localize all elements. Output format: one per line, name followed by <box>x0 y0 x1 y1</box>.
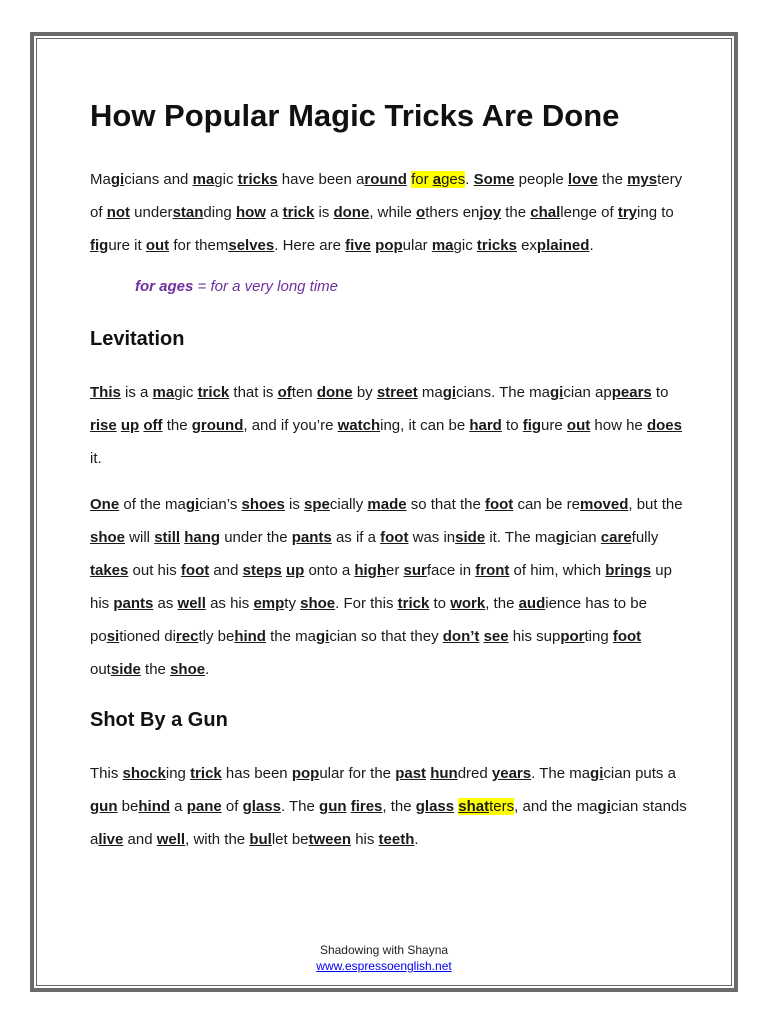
stressed-syllable: care <box>600 529 632 546</box>
stressed-syllable: past <box>395 765 427 782</box>
levitation-paragraph-2 <box>90 488 690 686</box>
stressed-syllable: aud <box>518 595 546 612</box>
definition-term: for ages <box>135 278 194 295</box>
stressed-syllable: Some <box>473 171 515 188</box>
stressed-syllable: try <box>617 204 638 221</box>
text-run: up his <box>90 562 672 612</box>
stressed-syllable: pop <box>375 237 403 254</box>
stressed-syllable: steps <box>242 562 282 579</box>
stressed-syllable: side <box>110 661 141 678</box>
text-run: gic <box>214 171 238 188</box>
stressed-syllable: live <box>98 831 124 848</box>
stressed-syllable: This <box>90 384 121 401</box>
stressed-syllable: moved <box>580 496 629 513</box>
text-run: as if a <box>331 529 381 546</box>
text-run: gic <box>453 237 477 254</box>
text-run: so that the <box>406 496 485 513</box>
text-run: of <box>221 798 243 815</box>
stressed-syllable: see <box>483 628 509 645</box>
text-run: can be re <box>513 496 581 513</box>
text-run: be <box>117 798 139 815</box>
stressed-syllable: shoe <box>90 529 126 546</box>
text-run: under the <box>220 529 292 546</box>
text-run: . <box>589 237 594 254</box>
stressed-syllable: hun <box>430 765 458 782</box>
text-run: the <box>140 661 171 678</box>
text-run: , while <box>369 204 417 221</box>
stressed-syllable: tricks <box>476 237 517 254</box>
stressed-syllable: done <box>333 204 370 221</box>
text-run: is <box>314 204 334 221</box>
text-run: of the ma <box>119 496 186 513</box>
text-run: how he <box>590 417 647 434</box>
text-run: ten <box>291 384 317 401</box>
text-run: a <box>265 204 283 221</box>
text-run: er <box>386 562 404 579</box>
section-heading-shot-by-a-gun: Shot By a Gun <box>90 709 228 731</box>
text-run: it. <box>90 450 102 467</box>
stressed-syllable: rise <box>90 417 117 434</box>
definition-meaning: = for a very long time <box>193 278 339 295</box>
text-run: cians and <box>124 171 193 188</box>
stressed-syllable: shoe <box>300 595 336 612</box>
text-run: under <box>130 204 173 221</box>
stressed-syllable: pop <box>291 765 320 782</box>
text-run: cian so that they <box>329 628 443 645</box>
stressed-syllable: work <box>450 595 486 612</box>
stressed-syllable: ma <box>192 171 215 188</box>
text-run: to <box>651 384 669 401</box>
text-run: . For this <box>335 595 398 612</box>
text-run: cian stands a <box>90 798 687 848</box>
text-run: ty <box>284 595 301 612</box>
stressed-syllable: gi <box>185 496 200 513</box>
text-run: to <box>501 417 523 434</box>
stressed-syllable: pane <box>186 798 222 815</box>
stressed-syllable: foot <box>380 529 409 546</box>
stressed-syllable: out <box>145 237 170 254</box>
text-run: ing <box>165 765 191 782</box>
stressed-syllable: glass <box>415 798 455 815</box>
stressed-syllable: trick <box>282 204 315 221</box>
stressed-syllable: don’t <box>442 628 480 645</box>
stressed-syllable: side <box>455 529 486 546</box>
text-run: ure <box>541 417 567 434</box>
text-run: and <box>123 831 157 848</box>
stressed-syllable: gi <box>316 628 330 645</box>
stressed-syllable: love <box>567 171 598 188</box>
text-run: . The ma <box>531 765 591 782</box>
text-run: Ma <box>90 171 111 188</box>
stressed-syllable: off <box>143 417 163 434</box>
stressed-syllable: gi <box>597 798 611 815</box>
text-run: as <box>153 595 178 612</box>
stressed-syllable: up <box>285 562 305 579</box>
text-run: . <box>205 661 210 678</box>
stressed-syllable: bul <box>249 831 272 848</box>
stressed-syllable: shoe <box>170 661 206 678</box>
vocabulary-definition <box>90 275 690 299</box>
stressed-syllable: still <box>154 529 181 546</box>
stressed-syllable: fires <box>350 798 383 815</box>
stressed-syllable: trick <box>397 595 430 612</box>
stressed-syllable: gi <box>550 384 564 401</box>
stressed-syllable: fig <box>522 417 542 434</box>
stressed-syllable: street <box>376 384 418 401</box>
stressed-syllable: hind <box>234 628 266 645</box>
text-run: . <box>465 171 474 188</box>
stressed-syllable: how <box>235 204 266 221</box>
stressed-syllable: shock <box>122 765 166 782</box>
footer-website-link[interactable]: www.espressoenglish.net <box>316 959 452 973</box>
stressed-syllable: five <box>345 237 371 254</box>
text-run: his sup <box>508 628 561 645</box>
text-run: ing, it can be <box>380 417 470 434</box>
text-run: of him, which <box>509 562 606 579</box>
stressed-syllable: shoes <box>241 496 285 513</box>
stressed-syllable: tricks <box>237 171 278 188</box>
page-footer <box>0 942 768 974</box>
stressed-syllable: One <box>90 496 120 513</box>
stressed-syllable: gi <box>590 765 604 782</box>
text-run: ing to <box>637 204 674 221</box>
text-run: is <box>284 496 305 513</box>
stressed-syllable: gi <box>110 171 125 188</box>
text-run: ges <box>441 171 466 188</box>
text-run: his <box>351 831 379 848</box>
stressed-syllable: does <box>646 417 682 434</box>
stressed-syllable: o <box>416 204 426 221</box>
stressed-syllable: trick <box>197 384 230 401</box>
text-run: a <box>170 798 187 815</box>
stressed-syllable: front <box>475 562 510 579</box>
text-run: have been a <box>277 171 365 188</box>
text-run: This <box>90 765 123 782</box>
text-run: , the <box>485 595 519 612</box>
text-run: , the <box>382 798 416 815</box>
stressed-syllable: foot <box>180 562 210 579</box>
stressed-syllable: brings <box>605 562 652 579</box>
stressed-syllable: hard <box>469 417 502 434</box>
text-run: has been <box>221 765 292 782</box>
text-run: ex <box>516 237 537 254</box>
stressed-syllable: teeth <box>378 831 415 848</box>
stressed-syllable: spe <box>304 496 330 513</box>
text-run: for them <box>169 237 229 254</box>
stressed-syllable: por <box>560 628 585 645</box>
stressed-syllable: si <box>106 628 120 645</box>
text-run: it. The ma <box>485 529 556 546</box>
stressed-syllable: of <box>277 384 292 401</box>
stressed-syllable: up <box>120 417 140 434</box>
text-run: cian puts a <box>603 765 676 782</box>
stressed-syllable: gun <box>90 798 118 815</box>
stressed-syllable: emp <box>253 595 285 612</box>
text-run: that is <box>229 384 278 401</box>
stressed-syllable: pears <box>611 384 652 401</box>
text-run: will <box>125 529 155 546</box>
stressed-syllable: hind <box>138 798 171 815</box>
text-run: ure it <box>108 237 146 254</box>
text-run: ience has to be po <box>90 595 647 645</box>
text-run: ding <box>203 204 236 221</box>
stressed-syllable: a <box>432 171 442 188</box>
text-run: tly be <box>198 628 235 645</box>
stressed-syllable: watch <box>337 417 381 434</box>
text-run: tery of <box>90 171 683 221</box>
stressed-syllable: plained <box>536 237 590 254</box>
stressed-syllable: done <box>316 384 353 401</box>
text-run: cian <box>569 529 601 546</box>
text-run: cian ap <box>563 384 612 401</box>
text-run: out <box>90 661 111 678</box>
text-run: by <box>352 384 377 401</box>
stressed-syllable: foot <box>612 628 642 645</box>
text-run: the <box>597 171 628 188</box>
text-run: gic <box>174 384 198 401</box>
stressed-syllable: foot <box>484 496 514 513</box>
text-run: ting <box>584 628 613 645</box>
stressed-syllable: takes <box>90 562 129 579</box>
stressed-syllable: gi <box>442 384 457 401</box>
stressed-syllable: rec <box>175 628 199 645</box>
section-heading-levitation: Levitation <box>90 328 185 350</box>
stressed-syllable: fig <box>90 237 109 254</box>
text-run: fully <box>631 529 659 546</box>
stressed-syllable: out <box>566 417 591 434</box>
stressed-syllable: ma <box>152 384 175 401</box>
stressed-syllable: well <box>156 831 186 848</box>
stressed-syllable: high <box>354 562 386 579</box>
stressed-syllable: hang <box>184 529 221 546</box>
text-run: tioned di <box>119 628 176 645</box>
text-run: the <box>162 417 192 434</box>
stressed-syllable: shat <box>458 798 490 815</box>
stressed-syllable: ma <box>431 237 454 254</box>
stressed-syllable: made <box>367 496 407 513</box>
text-run: ular for the <box>319 765 396 782</box>
text-run: for <box>411 171 433 188</box>
text-run: ma <box>417 384 443 401</box>
text-run: cian’s <box>199 496 242 513</box>
text-run: to <box>429 595 451 612</box>
text-run: dred <box>457 765 492 782</box>
stressed-syllable: joy <box>479 204 502 221</box>
levitation-paragraph-1 <box>90 376 690 475</box>
stressed-syllable: trick <box>190 765 222 782</box>
footer-credit: Shadowing with Shayna <box>319 943 449 957</box>
text-run: and <box>209 562 243 579</box>
stressed-syllable: gi <box>555 529 570 546</box>
page-title: How Popular Magic Tricks Are Done <box>90 98 620 133</box>
text-run: was in <box>408 529 456 546</box>
text-run: thers en <box>425 204 480 221</box>
stressed-syllable: well <box>177 595 206 612</box>
intro-paragraph <box>90 163 690 262</box>
text-run: out his <box>128 562 181 579</box>
text-run: . <box>414 831 419 848</box>
text-run: . Here are <box>274 237 346 254</box>
stressed-syllable: ground <box>191 417 244 434</box>
text-run: is a <box>120 384 153 401</box>
stressed-syllable: pants <box>113 595 154 612</box>
text-run: ular <box>402 237 432 254</box>
text-run: cians. The ma <box>456 384 550 401</box>
stressed-syllable: tween <box>308 831 352 848</box>
stressed-syllable: sur <box>403 562 427 579</box>
stressed-syllable: years <box>491 765 532 782</box>
stressed-syllable: gun <box>319 798 347 815</box>
stressed-syllable: glass <box>242 798 281 815</box>
stressed-syllable: chal <box>530 204 561 221</box>
text-run: as his <box>205 595 254 612</box>
text-run: let be <box>271 831 309 848</box>
text-run: , and the ma <box>514 798 598 815</box>
text-run: onto a <box>304 562 355 579</box>
text-run: . The <box>280 798 320 815</box>
stressed-syllable: stan <box>172 204 204 221</box>
text-run: , with the <box>185 831 250 848</box>
stressed-syllable: round <box>364 171 407 188</box>
document-content <box>90 96 690 856</box>
text-run: cially <box>329 496 368 513</box>
stressed-syllable: mys <box>627 171 658 188</box>
text-run: the ma <box>265 628 316 645</box>
text-run: the <box>501 204 531 221</box>
stressed-syllable: selves <box>228 237 275 254</box>
text-run: ters <box>489 798 515 815</box>
text-run: lenge of <box>560 204 618 221</box>
text-run: , but the <box>628 496 683 513</box>
text-run: face in <box>426 562 476 579</box>
stressed-syllable: pants <box>291 529 332 546</box>
gun-paragraph <box>90 757 690 856</box>
text-run: people <box>514 171 568 188</box>
stressed-syllable: not <box>106 204 131 221</box>
text-run: , and if you’re <box>243 417 338 434</box>
